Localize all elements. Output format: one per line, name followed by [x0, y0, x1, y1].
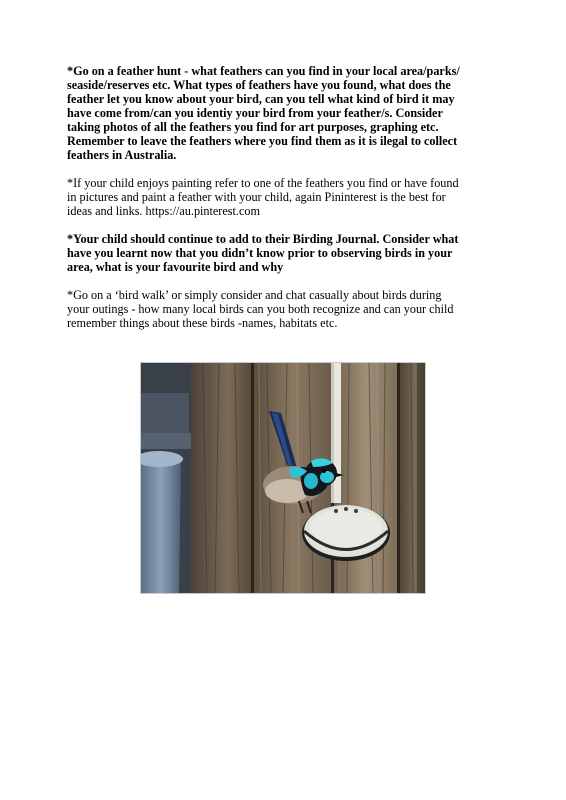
text-line: Remember to leave the feathers where you find them as it is ilegal to collect — [67, 134, 458, 148]
fairy-wren-photo — [140, 362, 426, 594]
text-line: have come from/can you identiy your bird from your feather/s. Consider — [67, 106, 443, 120]
text-line: area, what is your favourite bird and why — [67, 260, 284, 274]
document-body — [67, 64, 507, 344]
text-line: *If your child enjoys painting refer to one of the feathers you find or have found — [67, 176, 459, 190]
text-line: have you learnt now that you didn’t know prior to observing birds in your — [67, 246, 453, 260]
text-line: seaside/reserves etc. What types of feathers have you found, what does the — [67, 78, 451, 92]
paragraph-bird-walk — [67, 288, 507, 330]
paragraph-feather-hunt — [67, 64, 507, 162]
text-line: feathers in Australia. — [67, 148, 177, 162]
text-line: feather let you know about your bird, can you tell what kind of bird it may — [67, 92, 455, 106]
paragraph-painting — [67, 176, 507, 218]
text-line: *Go on a feather hunt - what feathers can you find in your local area/parks/ — [67, 64, 460, 78]
text-line: in pictures and paint a feather with your child, again Pininterest is the best for — [67, 190, 446, 204]
text-line: taking photos of all the feathers you find for art purposes, graphing etc. — [67, 120, 439, 134]
paragraph-birding-journal — [67, 232, 507, 274]
text-line: remember things about these birds -names, habitats etc. — [67, 316, 338, 330]
text-line: *Go on a ‘bird walk’ or simply consider and chat casually about birds during — [67, 288, 442, 302]
text-line: your outings - how many local birds can you both recognize and can your child — [67, 302, 454, 316]
text-line: ideas and links. https://au.pinterest.com — [67, 204, 260, 218]
text-line: *Your child should continue to add to their Birding Journal. Consider what — [67, 232, 459, 246]
